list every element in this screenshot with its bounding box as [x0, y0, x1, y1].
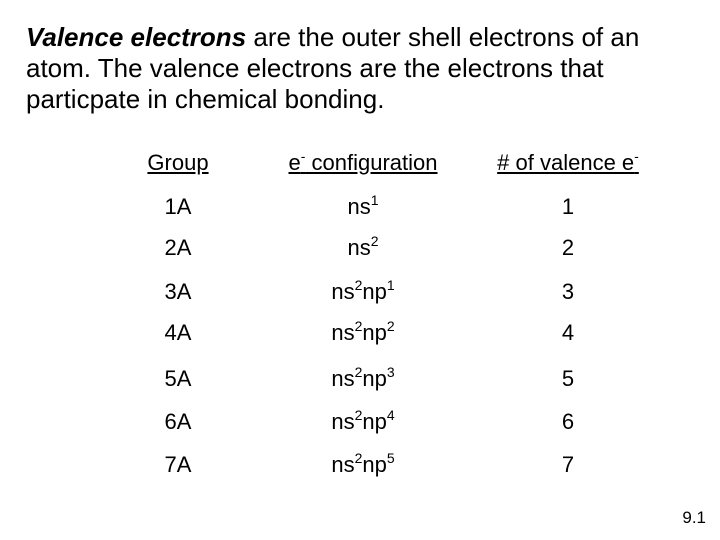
row-group: 7A: [164, 452, 192, 477]
row-configuration: $ns^2np^4$: [331, 406, 395, 434]
header-group: Group: [147, 150, 209, 175]
row-configuration: $ns^2$: [347, 232, 379, 260]
row-valence-count: 6: [561, 409, 575, 434]
row-group: 3A: [164, 279, 192, 304]
row-configuration: $ns^2np^1$: [331, 276, 395, 304]
row-valence-count: 5: [561, 366, 575, 391]
row-group: 4A: [164, 320, 192, 345]
row-group: 6A: [164, 409, 192, 434]
slide-number: 9.1: [682, 508, 706, 527]
intro-paragraph: [26, 22, 706, 115]
row-group: 5A: [164, 366, 192, 391]
row-configuration: $ns^2np^2$: [331, 317, 395, 345]
row-group: 2A: [164, 235, 192, 260]
row-valence-count: 3: [561, 279, 575, 304]
row-valence-count: 4: [561, 320, 575, 345]
row-configuration: $ns^2np^5$: [331, 449, 395, 477]
row-group: 1A: [164, 194, 192, 219]
row-configuration: $ns^1$: [347, 191, 379, 219]
intro-text: are the outer shell electrons of an atom. The valence electrons are the electrons that particpate in chemical bonding.: [26, 22, 640, 114]
row-valence-count: 1: [561, 194, 575, 219]
valence-electrons-term: Valence electrons: [26, 22, 247, 52]
row-valence-count: 2: [561, 235, 575, 260]
row-configuration: $ns^2np^3$: [331, 363, 395, 391]
header-configuration: e- configuration: [288, 147, 438, 175]
header-valence-count: # of valence e-: [497, 147, 639, 175]
row-valence-count: 7: [561, 452, 575, 477]
